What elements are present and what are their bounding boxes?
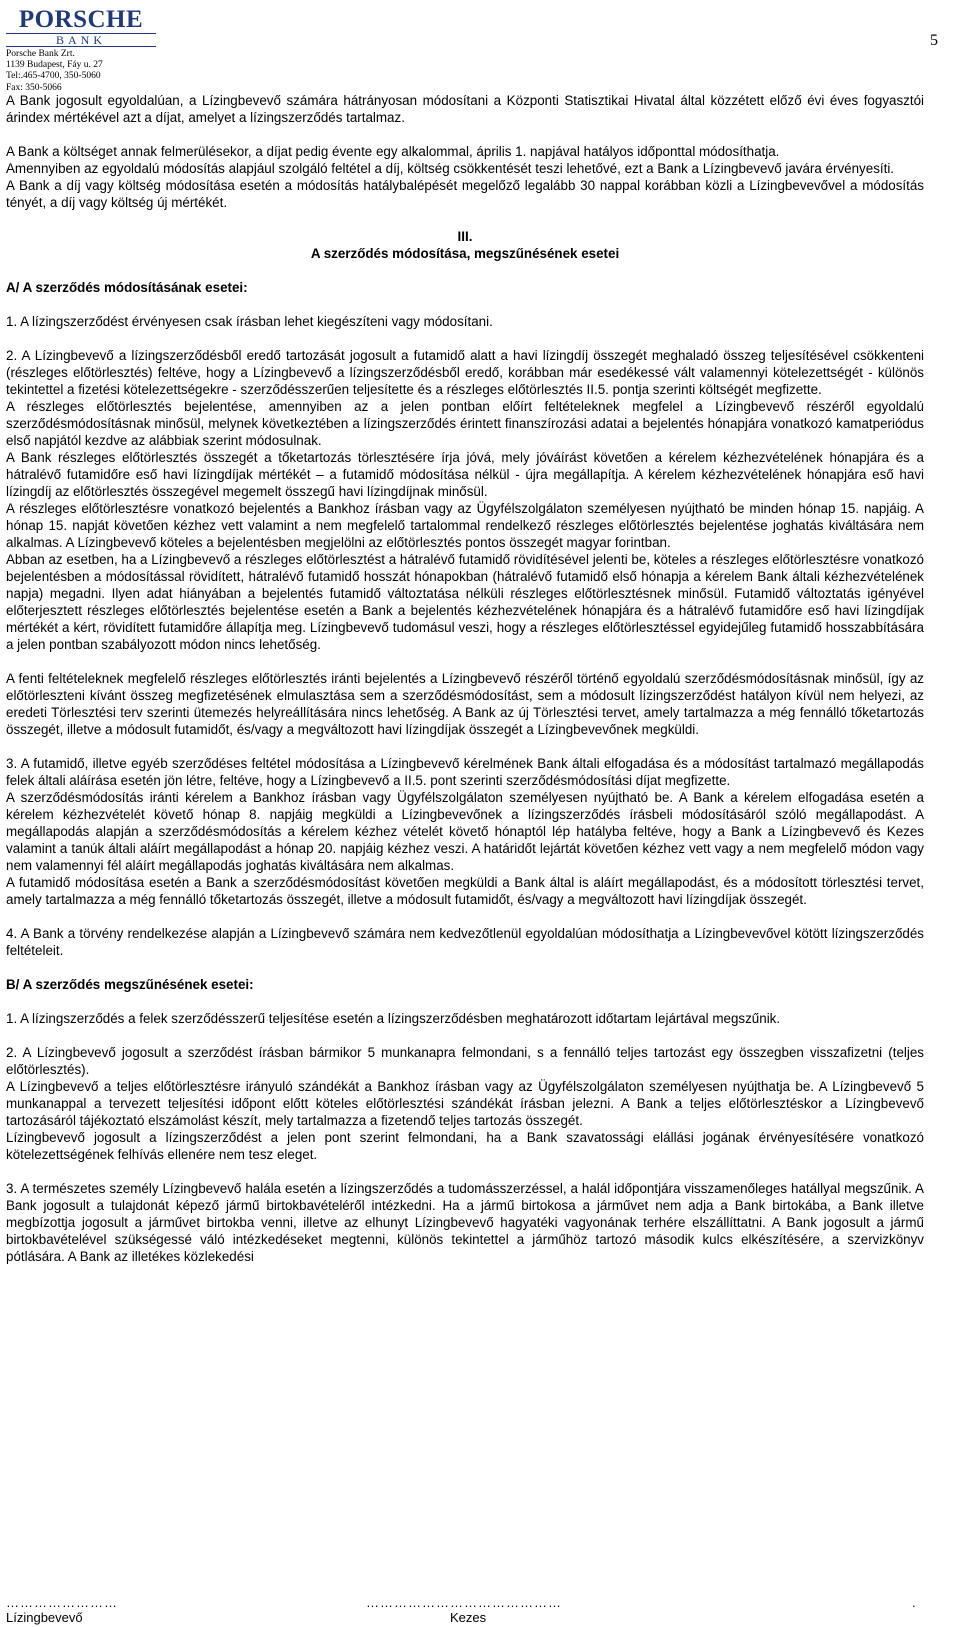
paragraph: Abban az esetben, ha a Lízingbevevő a részleges előtörlesztést a hátralévő futamidő rövidítésével jelenti be, köteles a részleges előtörlesztésre vonatkozó bejelentésben a módosítással rövidített, hátralévő futamidő hosszát hónapokban (hátralévő futamidő első hónapja a kérelem Bank általi kézhezvételének napja) megadni. Ilyen adat hiányában a bejelentés futamidő változtatása nélküli részleges előtörlesztésnek minősül. Futamidő változtatás igényével előterjesztett részleges előtörlesztés bejelentése esetén a Bank a bejelentés kézhezvételének hónapjára és a hátralévő futamidőre eső havi lízingdíjak mértékét a kért, rövidített futamidőre állapítja meg. Lízingbevevő tudomásul veszi, hogy a részleges előtörlesztéssel egyidejűleg futamidő hosszabbítására a jelen pontban szabályozott módon nincs lehetőség.: [6, 552, 924, 652]
paragraph: A Bank részleges előtörlesztés összegét a tőketartozás törlesztésére írja jóvá, mely jóváírást követően a kérelem kézhezvételének hónapjára és a hátralévő futamidőre eső havi lízingdíjak mértékét – a futamidő módosítása nélkül - újra megállapítja. A kérelem kézhezvételének hónapjára eső havi lízingdíj az előtörlesztés összegével megemelt összegű havi lízingdíjnak minősül.: [6, 450, 924, 499]
paragraph: A Bank a költséget annak felmerülésekor, a díjat pedig évente egy alkalommal, április 1. napjával hatályos időponttal módosíthatja.: [6, 144, 780, 159]
subsection-heading: A/ A szerződés módosításának esetei:: [6, 280, 248, 295]
paragraph: A fenti feltételeknek megfelelő részleges előtörlesztés iránti bejelentés a Lízingbevevő részéről történő egyoldalú szerződésmódosításnak minősül, így az előtörleszteni kívánt összeg megfizetésének elmulasztása sem a szerződésmódosítást, sem a módosult lízingszerződést hatályon kívül nem helyezi, az eredeti Törlesztési terv szerinti ütemezés helyreállítására nincs lehetőség. A Bank az új Törlesztési tervet, amely tartalmazza a még fennálló tőketartozás összegét, illetve a módosult futamidőt, és/vagy a megváltozott havi lízingdíjak összegét a Lízingbevevőnek megküldi.: [6, 671, 924, 737]
logo-subtitle: BANK: [6, 33, 156, 47]
paragraph: 1. A lízingszerződés a felek szerződésszerű teljesítése esetén a lízingszerződésben meghatározott időtartam lejártával megszűnik.: [6, 1011, 781, 1026]
signature-guarantor: [366, 1595, 562, 1625]
signature-lessee: [6, 1595, 118, 1625]
address-line: 1139 Budapest, Fáy u. 27: [6, 60, 103, 71]
paragraph: Amennyiben az egyoldalú módosítás alapjául szolgáló feltétel a díj, költség csökkentését teszi lehetővé, ezt a Bank a Lízingbevevő javára érvényesíti.: [6, 161, 895, 176]
paragraph: 2. A Lízingbevevő jogosult a szerződést írásban bármikor 5 munkanapra felmondani, s a fennálló teljes tartozást egy összegben visszafizetni (teljes előtörlesztés).: [6, 1045, 924, 1077]
paragraph: Lízingbevevő jogosult a lízingszerződést a jelen pont szerint felmondani, ha a Bank szavatossági elállási jogának érvényesítésére vonatkozó kötelezettségének felhívás ellenére nem tesz eleget.: [6, 1130, 924, 1162]
paragraph: A futamidő módosítása esetén a Bank a szerződésmódosítást követően megküldi a Bank által is aláírt megállapodást, és a módosított törlesztési tervet, amely tartalmazza a még fennálló tőketartozás összegét, illetve a módosult futamidőt, és/vagy a megváltozott havi lízingdíjak összegét.: [6, 875, 924, 907]
paragraph: A Bank jogosult egyoldalúan, a Lízingbevevő számára hátrányosan módosítani a Központi Statisztikai Hivatal által közzétett előző évi éves fogyasztói árindex mértékével azt a díjat, amelyet a lízingszerződés tartalmaz.: [6, 93, 924, 125]
paragraph: 4. A Bank a törvény rendelkezése alapján a Lízingbevevő számára nem kedvezőtlenül egyoldalúan módosíthatja a Lízingbevevővel kötött lízingszerződés feltételeit.: [6, 926, 924, 958]
section-title: A szerződés módosítása, megszűnésének esetei: [310, 246, 620, 261]
bank-address: [6, 49, 166, 94]
signature-footer: [6, 1595, 924, 1627]
subsection-heading: B/ A szerződés megszűnésének esetei:: [6, 977, 254, 992]
address-line: Porsche Bank Zrt.: [6, 49, 75, 59]
paragraph: 3. A természetes személy Lízingbevevő halála esetén a lízingszerződés a tudomásszerzéssel, a halál időpontjára visszamenőleges hatállyal megszűnik. A Bank jogosult a tulajdonát képező jármű birtokbavételéről intézkedni. Ha a jármű birtokosa a járművet nem adja a Bank birtokába, a Bank illetve megbízottja jogosult a járművet birtokba venni, illetve az elhunyt Lízingbevevő hagyatéki vagyonának terhére elszállíttatni. A Bank jogosult a jármű birtokbavételével szükségessé váló intézkedéseket megtenni, különös tekintettel a járműhöz tartozó második kulcs elkészítésére, a szervizkönyv pótlására. A Bank az illetékes közlekedési: [6, 1181, 924, 1264]
paragraph: 1. A lízingszerződést érvényesen csak írásban lehet kiegészíteni vagy módosítani.: [6, 314, 493, 329]
signature-line: ……………………………………: [366, 1595, 562, 1610]
paragraph: A részleges előtörlesztés bejelentése, amennyiben az a jelen pontban előírt feltételeknek megfelel a Lízingbevevő részéről egyoldalú szerződésmódosításnak minősül, melynek következtében a lízingszerződés érintett finanszírozási adatai a bejelentés hónapjára vonatkozó kamatperiódus első napjától kezdve az alábbiak szerint módosulnak.: [6, 399, 924, 448]
paragraph: A szerződésmódosítás iránti kérelem a Bankhoz írásban vagy Ügyfélszolgálaton személyesen nyújtható be. A Bank a kérelem elfogadása esetén a kérelem kézhezvételét követő hónap 8. napjáig megküldi a Lízingbevevőnek a lízingszerződés írásbeli módosításáról szóló megállapodást. A megállapodás alapján a szerződésmódosítás a kérelem kézhez vételét követő hónaptól lép hatályba feltéve, hogy a Bank a Lízingbevevő és Kezes valamint a tanúk általi aláírt megállapodást a hónap 20. napjáig kézhez veszi. A határidőt lejártát követően kézhez vett vagy a nem megfelelő módon vagy nem valamennyi fél aláírt megállapodás joghatás kiváltására nem alkalmas.: [6, 790, 924, 873]
signature-label: Lízingbevevő: [6, 1610, 83, 1625]
logo-wordmark: PORSCHE: [18, 6, 144, 33]
address-line: Tel:.465-4700, 350-5060: [6, 71, 101, 82]
signature-line: ……………………: [6, 1595, 118, 1610]
paragraph: A részleges előtörlesztésre vonatkozó bejelentés a Bankhoz írásban vagy az Ügyfélszolgálaton személyesen nyújtható be minden hónap 15. napjáig. A hónap 15. napját követően kézhez vett valamint a nem megfelelő tartalommal rendelkező részleges előtörlesztés bejelentése joghatás kiváltására nem alkalmas. A Lízingbevevő köteles a bejelentésben megjelölni az előtörlesztés pontos összegét magyar forintban.: [6, 501, 924, 550]
paragraph: A Lízingbevevő a teljes előtörlesztésre irányuló szándékát a Bankhoz írásban vagy az Ügyfélszolgálaton személyesen nyújthatja be. A Lízingbevevő 5 munkanappal a tervezett teljesítési időpont előtt köteles előtörlesztési szándékát írásban jelezni. A Bank a teljes előtörlesztéskor a Lízingbevevő tartozásáról tájékoztató elszámolást készít, mely tartalmazza a fizetendő teljes tartozás összegét.: [6, 1079, 924, 1128]
bank-logo: [6, 8, 166, 94]
paragraph: 2. A Lízingbevevő a lízingszerződésből eredő tartozását jogosult a futamidő alatt a havi lízingdíj összegét meghaladó összeg teljesítésével csökkenteni (részleges előtörlesztés) feltéve, hogy a Lízingbevevő a lízingszerződésből eredő, korábban már esedékessé vált valamennyi kötelezettségét - különös tekintettel a fizetési kötelezettségekre - szerződésszerűen teljesítette és a részleges előtörlesztés II.5. pontja szerinti költségét megfizette.: [6, 348, 924, 397]
paragraph: 3. A futamidő, illetve egyéb szerződéses feltétel módosítása a Lízingbevevő kérelmének Bank általi elfogadása és a módosítást tartalmazó megállapodás felek általi aláírása esetén jön létre, feltéve, hogy a Lízingbevevő a II.5. pont szerinti szerződésmódosítási díjat megfizette.: [6, 756, 924, 788]
signature-label: Kezes: [450, 1610, 487, 1625]
section-number: III.: [457, 229, 473, 244]
address-line: Fax: 350-5066: [6, 82, 62, 93]
page-number: 5: [930, 32, 938, 49]
document-body: [6, 92, 924, 1265]
paragraph: A Bank a díj vagy költség módosítása esetén a módosítás hatálybalépését megelőző legalább 30 nappal korábban közli a Lízingbevevővel a módosítás tényét, a díj vagy költség új mértékét.: [6, 178, 924, 210]
signature-end-dot: .: [912, 1595, 916, 1610]
